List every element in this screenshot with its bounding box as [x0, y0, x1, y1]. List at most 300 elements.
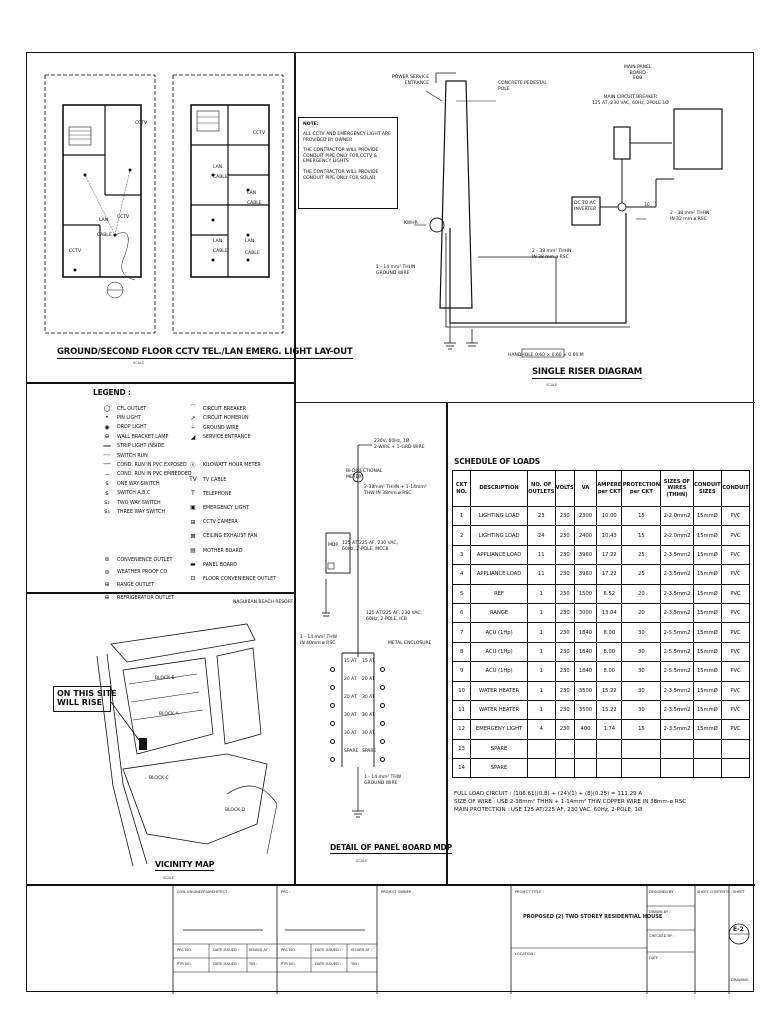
table-cell: 3500 — [574, 681, 596, 700]
legend-label: CIRCUIT BREAKER — [203, 406, 247, 412]
breaker-label: 15 AT — [344, 659, 357, 664]
legend-item — [101, 491, 150, 497]
table-cell: 1 — [527, 584, 555, 603]
table-cell: WATER HEATER — [471, 681, 528, 700]
column-header: AMPERE per CKT — [597, 471, 622, 507]
vicinity-pane — [27, 593, 295, 885]
legend-symbol-icon: • — [105, 414, 109, 422]
breaker-label: 30 AT — [344, 731, 357, 736]
legend-label: REFRIGERATOR OUTLET — [117, 595, 175, 601]
table-cell: 17.22 — [597, 565, 622, 584]
table-cell: 24 — [527, 526, 555, 545]
tb-drawn: DRAWN BY : — [649, 910, 671, 914]
table-cell: 12 — [453, 720, 471, 739]
table-row — [453, 507, 750, 526]
panel-label: 125 AT/225 AF, 230 VAC, 60Hz, 2-POLE, MCCB — [342, 541, 398, 552]
riser-label: 2 - 38 mm² THHN IN 38 mm ø RSC — [532, 249, 572, 260]
table-cell: PVC — [722, 642, 750, 661]
table-row — [453, 584, 750, 603]
legend-label: EMERGENCY LIGHT — [203, 505, 249, 511]
table-cell: 13.04 — [597, 603, 622, 622]
schedule-footnote: MAIN PROTECTION : USE 125 AT/225 AF, 230 VAC, 60Hz, 2-POLE, 1Ø — [454, 807, 643, 813]
legend-label: CFL OUTLET — [117, 406, 147, 412]
tb-ptr-no: PTR NO. — [177, 962, 192, 966]
table-row — [453, 720, 750, 739]
breaker-terminal-icon — [330, 685, 335, 690]
schedule-footnote: SIZE OF WIRE : USE 2-38mm² THHN + 1-14mm² THW COPPER WIRE IN 38mm-ø RSC — [454, 799, 687, 805]
table-cell: 3000 — [574, 603, 596, 622]
table-cell: 10 — [453, 681, 471, 700]
table-cell — [661, 739, 693, 758]
table-cell: 2-3.5mm2 — [661, 720, 693, 739]
table-cell — [527, 759, 555, 778]
legend-item — [101, 415, 141, 421]
legend-label: FLOOR CONVENIENCE OUTLET — [203, 576, 277, 582]
legend-item — [101, 406, 146, 412]
table-cell: 1.74 — [597, 720, 622, 739]
legend-symbol-icon: ▤ — [190, 547, 196, 554]
table-cell: ACU (1Hp) — [471, 623, 528, 642]
legend-symbol-icon: ▣ — [190, 504, 196, 512]
tb-ptr-no-2: PTR NO. — [281, 962, 296, 966]
legend-label: CEILING EXHAUST FAN — [203, 534, 258, 540]
table-cell: PVC — [722, 584, 750, 603]
table-cell: 1 — [527, 662, 555, 681]
riser-diagram — [296, 53, 756, 403]
legend-symbol-icon: ⊜ — [104, 568, 110, 576]
table-cell: 1 — [527, 642, 555, 661]
table-row — [453, 565, 750, 584]
table-cell: 9 — [453, 662, 471, 681]
legend-label: THREE WAY SWITCH — [117, 509, 166, 515]
table-row — [453, 545, 750, 564]
table-cell — [555, 739, 574, 758]
column-header: VA — [574, 471, 596, 507]
tb-date-issued-4: DATE ISSUED : — [315, 962, 342, 966]
breaker-label: 30 AT — [362, 713, 375, 718]
ground-floor-plan — [45, 75, 155, 333]
legend-label: COND. RUN IN PVC EXPOSED — [117, 462, 187, 468]
riser-label: MAIN PANEL BOARD EOB — [624, 65, 652, 81]
table-cell: 4 — [527, 720, 555, 739]
table-cell: ACU (1Hp) — [471, 662, 528, 681]
table-cell: 15mmØ — [693, 584, 721, 603]
table-cell: 230 — [555, 642, 574, 661]
table-cell: PVC — [722, 565, 750, 584]
plan-label: LAN — [213, 239, 223, 244]
tb-owner: PROJECT OWNER : — [381, 890, 414, 894]
legend-item — [101, 425, 147, 431]
legend-item — [101, 557, 172, 563]
scale-note: SCALE — [356, 859, 368, 863]
table-row — [453, 526, 750, 545]
table-cell: PVC — [722, 507, 750, 526]
table-cell: 13 — [453, 739, 471, 758]
legend-symbol-icon: s — [105, 489, 109, 497]
table-cell: 6 — [453, 603, 471, 622]
block-label: BLOCK B — [155, 676, 175, 681]
table-cell: ACU (1Hp) — [471, 642, 528, 661]
legend-item — [187, 406, 246, 412]
table-cell: 15 — [622, 720, 661, 739]
legend-label: STRIP LIGHT INSIDE — [117, 444, 165, 450]
table-cell: 15mmØ — [693, 642, 721, 661]
table-cell: PVC — [722, 681, 750, 700]
table-cell: PVC — [722, 662, 750, 681]
table-cell: 20 — [622, 603, 661, 622]
table-cell: 3500 — [574, 700, 596, 719]
legend-pane — [27, 383, 295, 601]
note-item: THE CONTRACTOR WILL PROVIDE CONDUIT PIPE ONLY FOR CCTV & EMERGENCY LIGHTS — [303, 148, 379, 164]
legend-item — [101, 462, 187, 468]
table-cell: 15mmØ — [693, 526, 721, 545]
scale-note: SCALE — [546, 383, 558, 387]
tb-engineer: CIVIL ENGINEER/ARCHITECT : — [177, 890, 230, 894]
table-cell: 15 — [622, 526, 661, 545]
table-cell — [722, 759, 750, 778]
table-row — [453, 700, 750, 719]
table-cell: 230 — [555, 603, 574, 622]
table-cell: EMERGENY LIGHT — [471, 720, 528, 739]
breaker-terminal-icon — [380, 703, 385, 708]
breaker-terminal-icon — [330, 703, 335, 708]
panel-detail-title: DETAIL OF PANEL BOARD MDP — [330, 843, 452, 852]
panel-label: 1 - 14 mm² THW GROUND WIRE — [364, 775, 402, 786]
legend-item — [187, 562, 237, 568]
legend-label: TWO WAY SWITCH — [117, 500, 161, 506]
panel-label: 125 AT/225 AF, 230 VAC, 60Hz, 2-POLE, ICB — [366, 611, 422, 622]
block-label: BLOCK D — [225, 808, 245, 813]
legend-item — [187, 576, 276, 582]
riser-label: MAIN CIRCUIT BREAKER 125 AT, 230 VAC, 60Hz, 2POLE 1Ø — [592, 95, 669, 106]
legend-label: GROUND WIRE — [203, 425, 239, 431]
breaker-label: 30 AT — [362, 695, 375, 700]
second-floor-plan — [173, 75, 283, 333]
legend-label: DROP LIGHT — [117, 425, 147, 431]
plan-label: CCTV — [69, 249, 82, 254]
table-cell: SPARE — [471, 739, 528, 758]
notes-title: NOTE: — [303, 122, 319, 127]
legend-label: SWITCH A,B,C — [117, 491, 151, 497]
title-block — [27, 885, 755, 993]
riser-label: HANDHOLE 0.60 × 0.60 × 0.60 M — [508, 353, 584, 358]
tb-location: LOCATION : — [515, 952, 536, 956]
schedule-footnote: FULL LOAD CIRCUIT : (106.61)(0.8) + (24)(1) + (8)(0.25) = 111.29 A — [454, 791, 643, 797]
table-cell: 23 — [527, 507, 555, 526]
legend-symbol-icon: ⊞ — [190, 518, 196, 526]
legend-item — [187, 416, 249, 422]
legend-label: KILOWATT HOUR METER — [203, 463, 261, 469]
legend-label: CONVENIENCE OUTLET — [117, 557, 173, 563]
table-cell: PVC — [722, 720, 750, 739]
panel-detail-pane — [295, 403, 452, 885]
table-cell — [661, 759, 693, 778]
riser-label: KWHR — [404, 221, 418, 226]
table-cell: 30 — [622, 623, 661, 642]
tb-date-issued-3: DATE ISSUED : — [213, 962, 240, 966]
table-cell: APPLIANCE LOAD — [471, 545, 528, 564]
tb-sheet-no: E-2 — [733, 926, 744, 933]
table-cell: REF — [471, 584, 528, 603]
panel-label: MDP — [328, 543, 339, 548]
breaker-terminal-icon — [330, 757, 335, 762]
breaker-label: SPARE — [344, 749, 359, 754]
tb-issued-at: ISSUED AT : — [249, 948, 271, 952]
table-cell: APPLIANCE LOAD — [471, 565, 528, 584]
table-cell: 15mmØ — [693, 700, 721, 719]
schedule-title: SCHEDULE OF LOADS — [454, 457, 540, 466]
table-cell: 2-3.5mm2 — [661, 700, 693, 719]
table-cell — [622, 759, 661, 778]
riser-title: SINGLE RISER DIAGRAM — [532, 367, 643, 377]
column-header: NO. OF OUTLETS — [527, 471, 555, 507]
legend-symbol-icon: TV — [189, 476, 197, 483]
legend-symbol-icon: s₂ — [104, 499, 110, 506]
panel-label: 1 - 14 mm² THW IN 40mm ø RSC — [300, 635, 338, 646]
table-cell: 15.22 — [597, 700, 622, 719]
table-cell: 8 — [453, 642, 471, 661]
table-cell: 230 — [555, 507, 574, 526]
table-cell: 30 — [622, 681, 661, 700]
tb-tin: TIN : — [249, 962, 258, 966]
road-label: NAGUIBAN BEACH RESORT — [233, 600, 294, 605]
table-cell — [693, 739, 721, 758]
table-cell: 15mmØ — [693, 623, 721, 642]
table-cell: 1 — [527, 603, 555, 622]
table-cell: 2-3.5mm2 — [661, 603, 693, 622]
column-header: CKT NO. — [453, 471, 471, 507]
table-cell — [597, 759, 622, 778]
scale-note: SCALE — [133, 361, 145, 365]
table-cell: 10.43 — [597, 526, 622, 545]
legend-item — [101, 444, 164, 450]
table-cell — [574, 739, 596, 758]
table-cell: 8.00 — [597, 623, 622, 642]
tb-project-title: PROPOSED (2) TWO STOREY RESIDENTIAL HOUSE — [523, 914, 663, 920]
table-cell: 230 — [555, 565, 574, 584]
legend-item — [187, 491, 232, 497]
table-cell: 6.52 — [597, 584, 622, 603]
tb-project-title-label: PROJECT TITLE : — [515, 890, 544, 894]
table-cell: 230 — [555, 545, 574, 564]
table-cell: LIGHTING LOAD — [471, 526, 528, 545]
table-cell: PVC — [722, 603, 750, 622]
schedule-of-loads-table — [452, 470, 750, 778]
legend-label: TV CABLE — [203, 477, 227, 483]
breaker-terminal-icon — [380, 757, 385, 762]
site-label: ON THIS SITE WILL RISE — [57, 689, 117, 707]
table-row — [453, 642, 750, 661]
table-cell: 230 — [555, 700, 574, 719]
legend-symbol-icon: ◯ — [103, 405, 111, 412]
legend-item — [187, 477, 226, 483]
table-row — [453, 759, 750, 778]
table-cell: 15mmØ — [693, 681, 721, 700]
legend-label: SERVICE ENTRANCE — [203, 435, 251, 441]
legend-symbol-icon: ◢ — [190, 433, 196, 441]
legend-item — [187, 534, 257, 540]
table-cell: 15mmØ — [693, 545, 721, 564]
table-cell: 230 — [555, 662, 574, 681]
legend-label: CIRCUIT HOMERUN — [203, 416, 249, 422]
breaker-label: 20 AT — [362, 677, 375, 682]
legend-item — [101, 472, 192, 478]
column-header: PROTECTION per CKT — [622, 471, 661, 507]
column-header: VOLTS — [555, 471, 574, 507]
table-cell: 3 — [453, 545, 471, 564]
panel-label: METAL ENCLOSURE — [388, 641, 432, 646]
block-label: BLOCK C — [149, 776, 169, 781]
plan-label: CCTV — [117, 215, 130, 220]
table-cell: PVC — [722, 545, 750, 564]
table-cell: 2400 — [574, 526, 596, 545]
tb-date-issued: DATE ISSUED : — [213, 948, 240, 952]
legend-symbol-icon: s — [105, 480, 109, 488]
table-cell: 8.00 — [597, 642, 622, 661]
legend-symbol-icon: ╌╌ — [103, 452, 111, 459]
table-cell: 1 — [527, 623, 555, 642]
legend-item — [101, 453, 148, 459]
riser-label: 10 — [644, 203, 650, 208]
plan-label: CABLE — [213, 175, 228, 180]
tb-designed: DESIGNED BY : — [649, 890, 676, 894]
table-cell: 25 — [622, 545, 661, 564]
table-cell: 15mmØ — [693, 603, 721, 622]
legend-symbol-icon: ⌒ — [189, 405, 196, 412]
breaker-label: 20 AT — [344, 695, 357, 700]
table-cell: 14 — [453, 759, 471, 778]
table-cell: 11 — [527, 565, 555, 584]
column-header: CONDUIT — [722, 471, 750, 507]
plan-label: CCTV — [253, 131, 266, 136]
table-cell: 11 — [527, 545, 555, 564]
table-cell: 25 — [622, 565, 661, 584]
legend-symbol-icon: ⊕ — [104, 581, 110, 589]
legend-item — [187, 435, 251, 441]
legend-symbol-icon: ‐‐ — [104, 470, 110, 478]
tb-prc-no: PRC NO. — [177, 948, 192, 952]
legend-symbol-icon: ⊡ — [190, 575, 196, 583]
table-cell: WATER HEATER — [471, 700, 528, 719]
table-row — [453, 662, 750, 681]
legend-item — [101, 509, 165, 515]
tb-date: DATE : — [649, 956, 661, 960]
legend-symbol-icon: s₃ — [104, 508, 110, 516]
legend-item — [187, 520, 238, 526]
table-cell: 3960 — [574, 545, 596, 564]
tb-sheet: SHEET — [733, 890, 745, 894]
table-cell: 5 — [453, 584, 471, 603]
legend-symbol-icon: ▬ — [190, 561, 196, 569]
plan-label: LAN — [99, 218, 109, 223]
table-cell — [722, 739, 750, 758]
riser-label: 2 - 38 mm² THHN IN 32 mm ø RSC — [670, 211, 710, 222]
breaker-terminal-icon — [330, 721, 335, 726]
table-cell: 230 — [555, 623, 574, 642]
column-header: CONDUIT SIZES — [693, 471, 721, 507]
table-cell — [574, 759, 596, 778]
tb-tin-2: TIN : — [351, 962, 360, 966]
legend-label: PANEL BOARD — [203, 562, 237, 568]
legend-item — [101, 500, 161, 506]
plan-label: CABLE — [247, 201, 262, 206]
table-cell: SPARE — [471, 759, 528, 778]
breaker-terminal-icon — [330, 667, 335, 672]
table-cell: 2-3.5mm2 — [661, 565, 693, 584]
note-item: THE CONTRACTOR WILL PROVIDE CONDUIT PIPE ONLY FOR SOLAR — [303, 170, 379, 181]
tb-prc: PRC : — [281, 890, 291, 894]
legend-label: WEATHER PROOF CO — [117, 570, 168, 576]
table-cell: 2300 — [574, 507, 596, 526]
table-cell — [693, 759, 721, 778]
table-cell: 230 — [555, 681, 574, 700]
riser-label: POWER SERVICE ENTRANCE — [392, 75, 430, 86]
column-header: DESCRIPTION — [471, 471, 528, 507]
table-cell: 2-3.5mm2 — [661, 584, 693, 603]
table-cell: 10.00 — [597, 507, 622, 526]
table-cell: 11 — [453, 700, 471, 719]
panel-label: 230V, 60Hz, 1Ø 2-WIRE + 1-GRD WIRE — [374, 439, 425, 450]
legend-symbol-icon: ⏚ — [189, 424, 196, 432]
table-header-row — [453, 471, 750, 507]
legend-title: LEGEND : — [93, 388, 131, 397]
breaker-label: 20 AT — [344, 677, 357, 682]
table-cell: 30 — [622, 662, 661, 681]
plan-label: CABLE — [245, 251, 260, 256]
legend-symbol-icon: ◉ — [104, 423, 110, 431]
riser-label: DC TO AC INVERTER — [574, 201, 597, 212]
legend-symbol-icon: ⊖ — [104, 433, 110, 441]
table-cell: 1840 — [574, 642, 596, 661]
tb-sheet-contents: SHEET CONTENTS : — [697, 890, 732, 894]
breaker-terminal-icon — [380, 667, 385, 672]
legend-item — [101, 570, 167, 576]
table-cell: 8.00 — [597, 662, 622, 681]
legend-symbol-icon: ━━ — [103, 442, 111, 450]
legend-label: MOTHER BOARD — [203, 548, 243, 554]
breaker-label: 30 AT — [362, 731, 375, 736]
plan-label: CABLE — [97, 233, 112, 238]
table-cell: 2-3.5mm2 — [661, 545, 693, 564]
table-cell: 2 — [453, 526, 471, 545]
table-cell: RANGE — [471, 603, 528, 622]
legend-symbol-icon: T — [191, 490, 195, 498]
breaker-label: 15 AT — [362, 659, 375, 664]
plan-label: LAN — [247, 191, 257, 196]
legend-symbol-icon: ── — [103, 461, 111, 469]
plan-label: LAN — [245, 239, 255, 244]
table-cell: 30 — [622, 642, 661, 661]
table-cell: 230 — [555, 584, 574, 603]
floor-plan-title: GROUND/SECOND FLOOR CCTV TEL./LAN EMERG. LIGHT LAY-OUT — [57, 347, 353, 357]
table-cell: 1 — [527, 700, 555, 719]
table-cell: 15mmØ — [693, 565, 721, 584]
table-cell: 2-2.0mm2 — [661, 507, 693, 526]
breaker-label: SPARE — [362, 749, 377, 754]
riser-pane — [295, 53, 755, 403]
legend-symbol-icon: ⊕ — [104, 594, 110, 601]
table-cell: 2-5.5mm2 — [661, 662, 693, 681]
legend-label: TELEPHONE — [203, 491, 232, 497]
table-cell: 15mmØ — [693, 662, 721, 681]
table-cell — [555, 759, 574, 778]
legend-label: RANGE OUTLET — [117, 582, 155, 588]
legend-item — [101, 481, 160, 487]
legend-label: PIN LIGHT — [117, 415, 141, 421]
legend-label: CCTV CAMERA — [203, 520, 238, 526]
table-cell: 1500 — [574, 584, 596, 603]
tb-checked: CHECKED BY : — [649, 934, 675, 938]
